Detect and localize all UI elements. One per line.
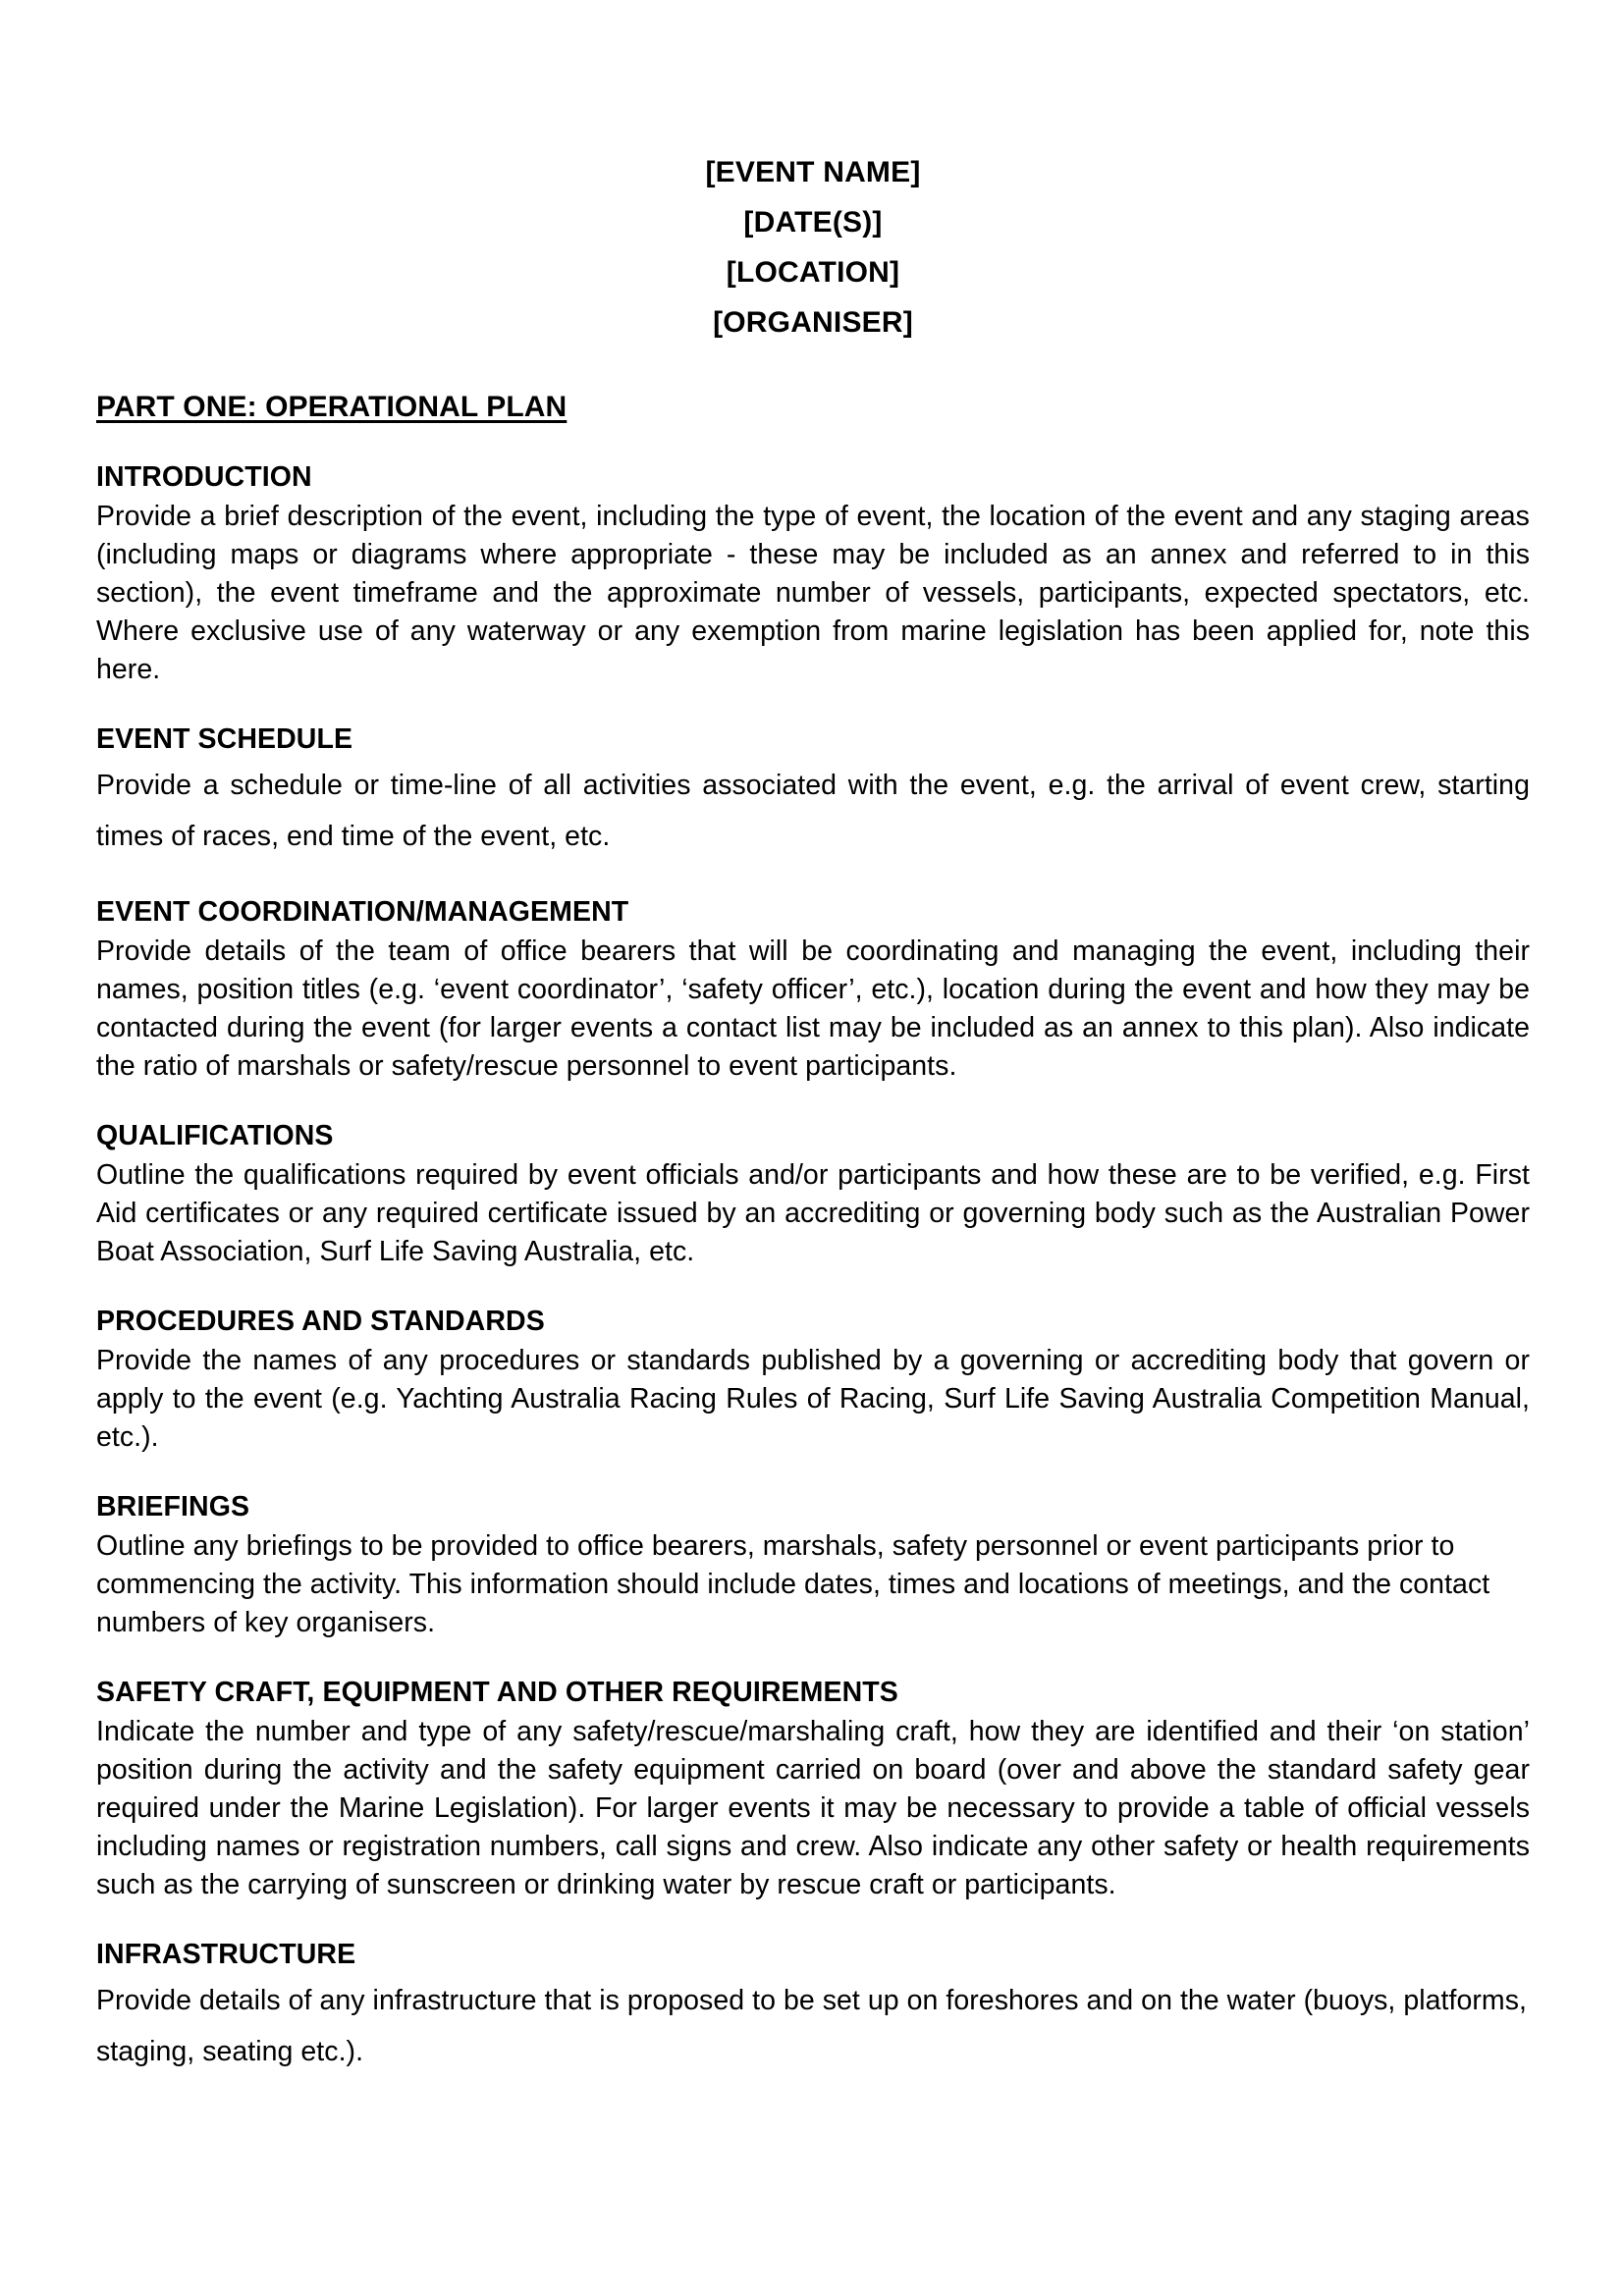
title-location: [LOCATION]: [726, 256, 900, 289]
section-heading-infrastructure: INFRASTRUCTURE: [96, 1939, 356, 1970]
title-dates: [DATE(S)]: [743, 206, 883, 239]
section-heading-qualifications: QUALIFICATIONS: [96, 1120, 334, 1151]
section-infrastructure: [96, 1937, 1530, 2077]
section-procedures-and-standards: [96, 1304, 1530, 1457]
section-body-qualifications: Outline the qualifications required by event officials and/or participants and how these are to be verified, e.g. First Aid certificates or any required certificate issued by an accrediting or governing body such as the Australian Power Boat Association, Surf Life Saving Australia, etc.: [96, 1159, 1530, 1267]
section-event-schedule: [96, 721, 1530, 862]
section-event-coordination: [96, 894, 1530, 1086]
section-body-event-schedule: Provide a schedule or time-line of all activities associated with the event, e.g. the arrival of event crew, starting times of races, end time of the event, etc.: [96, 770, 1530, 852]
section-body-infrastructure: Provide details of any infrastructure that is proposed to be set up on foreshores and on the water (buoys, platforms, staging, seating etc.).: [96, 1985, 1527, 2067]
section-safety-craft: [96, 1675, 1530, 1904]
title-organiser: [ORGANISER]: [713, 306, 913, 339]
section-body-introduction: Provide a brief description of the event, including the type of event, the location of the event and any staging areas (including maps or diagrams where appropriate - these may be included as an annex and referred to in this section), the event timeframe and the approximate number of vessels, participants, expected spectators, etc. Where exclusive use of any waterway or any exemption from marine legislation has been applied for, note this here.: [96, 501, 1530, 685]
section-heading-event-coordination: EVENT COORDINATION/MANAGEMENT: [96, 896, 629, 928]
section-body-procedures-and-standards: Provide the names of any procedures or standards published by a governing or accrediting body that govern or apply to the event (e.g. Yachting Australia Racing Rules of Racing, Surf Life Saving Australia Competition Manual, etc.).: [96, 1345, 1530, 1453]
document-title-block: [96, 147, 1530, 347]
section-heading-procedures-and-standards: PROCEDURES AND STANDARDS: [96, 1306, 545, 1337]
section-qualifications: [96, 1118, 1530, 1271]
section-body-briefings: Outline any briefings to be provided to office bearers, marshals, safety personnel or event participants prior to commencing the activity. This information should include dates, times and locations of meetings, and the contact numbers of key organisers.: [96, 1530, 1490, 1638]
part-one-heading: PART ONE: OPERATIONAL PLAN: [96, 391, 568, 423]
section-introduction: [96, 459, 1530, 689]
title-event-name: [EVENT NAME]: [705, 156, 921, 188]
section-heading-event-schedule: EVENT SCHEDULE: [96, 723, 353, 755]
section-briefings: [96, 1489, 1530, 1642]
section-heading-safety-craft: SAFETY CRAFT, EQUIPMENT AND OTHER REQUIREMENTS: [96, 1677, 898, 1708]
section-heading-introduction: INTRODUCTION: [96, 461, 312, 493]
section-body-safety-craft: Indicate the number and type of any safety/rescue/marshaling craft, how they are identified and their ‘on station’ position during the activity and the safety equipment carried on board (over and above the standard safety gear required under the Marine Legislation). For larger events it may be necessary to provide a table of official vessels including names or registration numbers, call signs and crew. Also indicate any other safety or health requirements such as the carrying of sunscreen or drinking water by rescue craft or participants.: [96, 1716, 1530, 1900]
section-body-event-coordination: Provide details of the team of office bearers that will be coordinating and managing the event, including their names, position titles (e.g. ‘event coordinator’, ‘safety officer’, etc.), location during the event and how they may be contacted during the event (for larger events a contact list may be included as an annex to this plan). Also indicate the ratio of marshals or safety/rescue personnel to event participants.: [96, 935, 1530, 1082]
section-heading-briefings: BRIEFINGS: [96, 1491, 250, 1522]
